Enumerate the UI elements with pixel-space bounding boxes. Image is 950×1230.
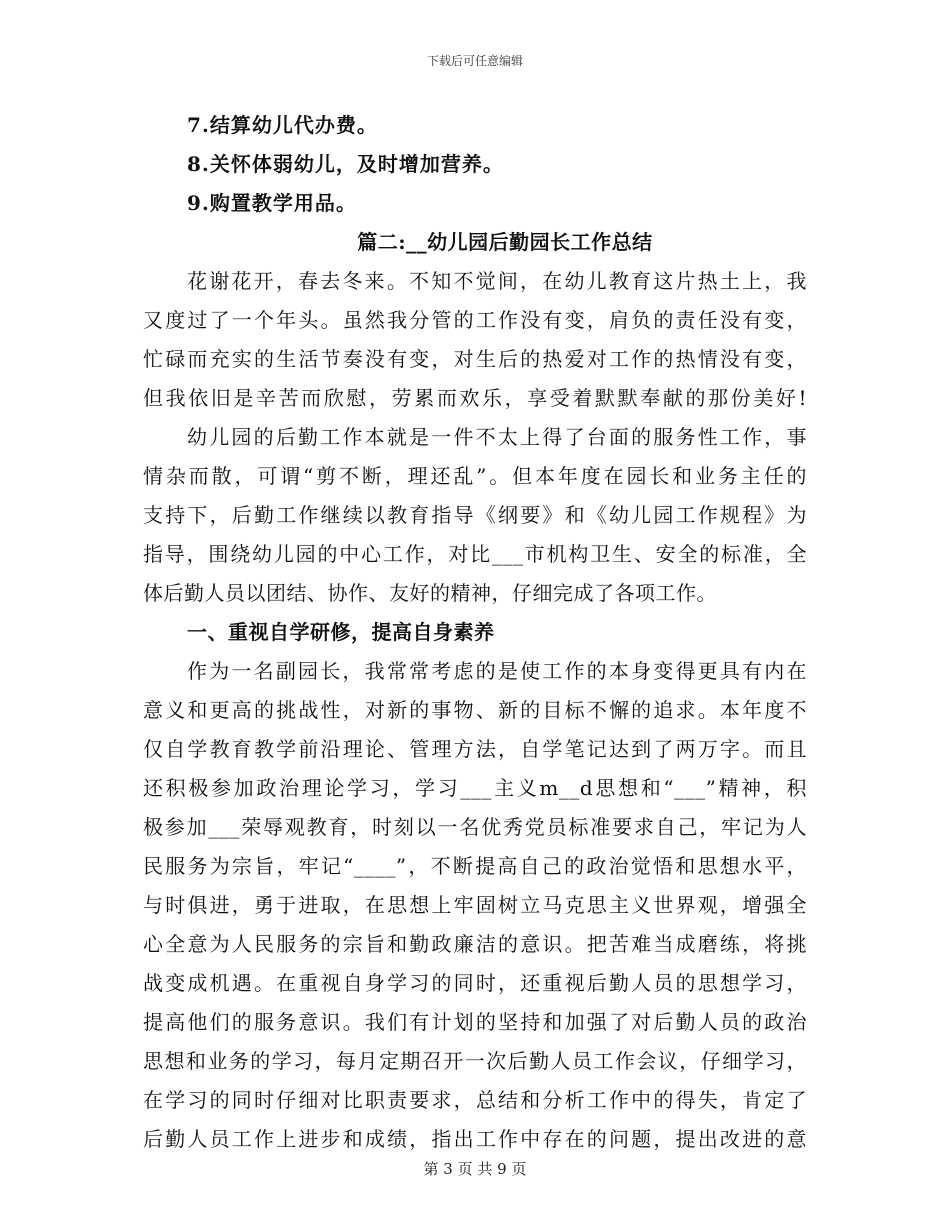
text-line: 民服务为宗旨，牢记“____”，不断提高自己的政治觉悟和思想水平， (143, 854, 807, 878)
page-header-note: 下载后可任意编辑 (426, 54, 523, 68)
text-line: 提高他们的服务意识。我们有计划的坚持和加强了对后勤人员的政治 (143, 1010, 807, 1034)
list-item: 9.购置教学用品。 (187, 191, 357, 215)
page-number: 第 3 页 共 9 页 (423, 1160, 527, 1178)
text-line: 又度过了一个年头。虽然我分管的工作没有变，肩负的责任没有变， (143, 308, 807, 332)
text-line: 与时俱进，勇于进取，在思想上牢固树立马克思主义世界观，增强全 (143, 893, 807, 917)
text-line: 作为一名副园长，我常常考虑的是使工作的本身变得更具有内在 (187, 659, 807, 683)
text-line: 思想和业务的学习，每月定期召开一次后勤人员工作会议，仔细学习， (143, 1049, 807, 1073)
text-line: 仅自学教育教学前沿理论、管理方法，自学笔记达到了两万字。而且 (143, 737, 807, 761)
text-line: 体后勤人员以团结、协作、友好的精神，仔细完成了各项工作。 (143, 581, 717, 605)
document-body (143, 106, 807, 1159)
text-line: 极参加___荣辱观教育，时刻以一名优秀党员标准要求自己，牢记为人 (143, 815, 807, 839)
text-line: 幼儿园的后勤工作本就是一件不太上得了台面的服务性工作，事 (187, 425, 807, 449)
text-line: 意义和更高的挑战性，对新的事物、新的目标不懈的追求。本年度不 (143, 698, 807, 722)
text-line: 后勤人员工作上进步和成绩，指出工作中存在的问题，提出改进的意 (143, 1127, 807, 1151)
text-line: 忙碌而充实的生活节奏没有变，对生后的热爱对工作的热情没有变， (143, 347, 807, 371)
list-item: 8.关怀体弱幼儿，及时增加营养。 (187, 152, 504, 176)
paragraph-2 (143, 418, 807, 613)
subheading: 一、重视自学研修，提高自身素养 (187, 620, 495, 644)
text-line: 心全意为人民服务的宗旨和勤政廉洁的意识。把苦难当成磨练，将挑 (143, 932, 807, 956)
paragraph-3 (143, 652, 807, 1159)
list-item: 7.结算幼儿代办费。 (187, 113, 378, 137)
text-line: 指导，围绕幼儿园的中心工作，对比___市机构卫生、安全的标准，全 (143, 542, 807, 566)
text-line: 在学习的同时仔细对比职责要求，总结和分析工作中的得失，肯定了 (143, 1088, 807, 1112)
text-line: 情杂而散，可谓“剪不断，理还乱”。但本年度在园长和业务主任的 (143, 464, 807, 488)
paragraph-1 (143, 262, 807, 418)
section-title: 篇二:__幼儿园后勤园长工作总结 (357, 230, 653, 254)
text-line: 战变成机遇。在重视自身学习的同时，还重视后勤人员的思想学习， (143, 971, 807, 995)
text-line: 但我依旧是辛苦而欣慰，劳累而欢乐，享受着默默奉献的那份美好! (143, 386, 807, 410)
text-line: 花谢花开，春去冬来。不知不觉间，在幼儿教育这片热土上，我 (187, 269, 807, 293)
text-line: 还积极参加政治理论学习，学习___主义m__d思想和“___”精神，积 (143, 776, 807, 800)
text-line: 支持下，后勤工作继续以教育指导《纲要》和《幼儿园工作规程》为 (143, 503, 807, 527)
